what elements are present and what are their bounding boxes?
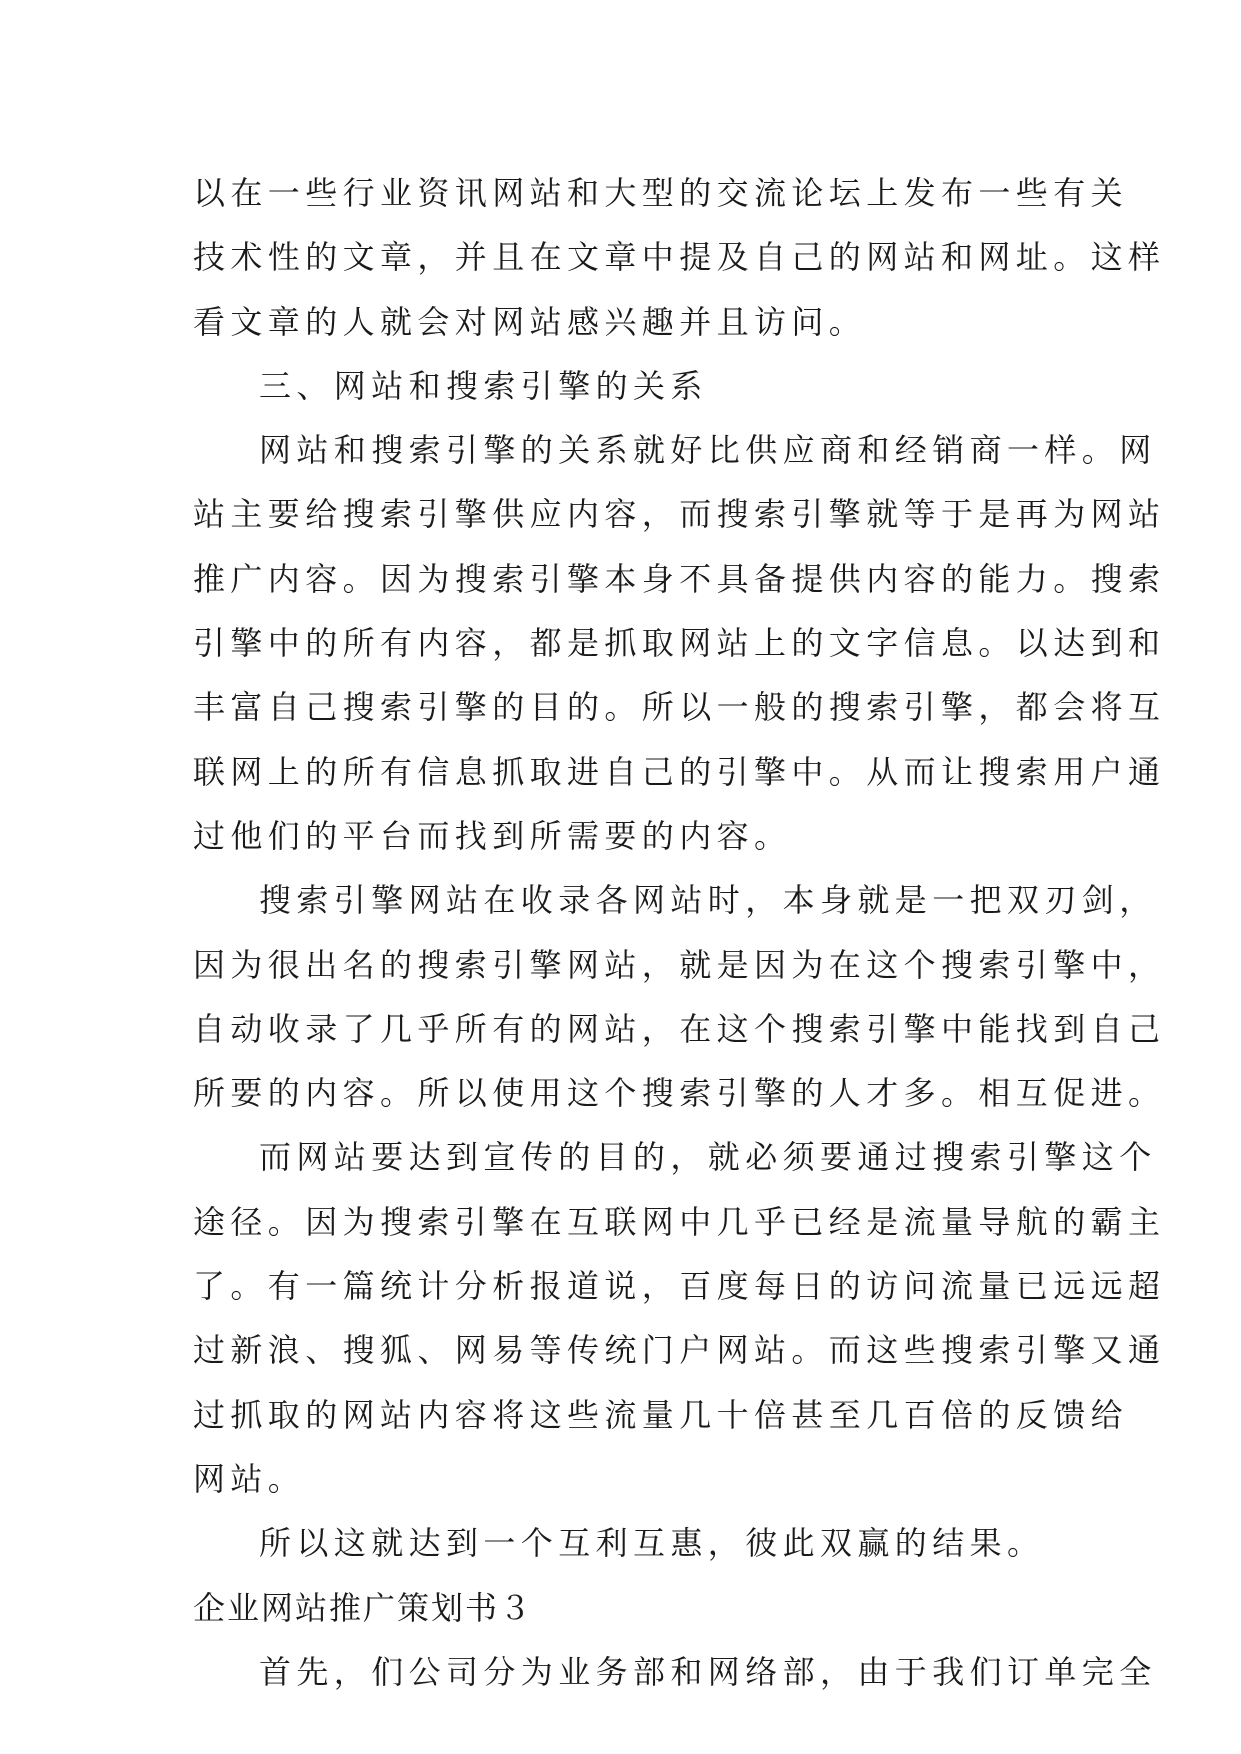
text-line: 搜索引擎网站在收录各网站时，本身就是一把双刃剑， — [259, 881, 1157, 920]
text-line: 自动收录了几乎所有的网站，在这个搜索引擎中能找到自己 — [193, 1009, 1166, 1048]
text-line: 丰富自己搜索引擎的目的。所以一般的搜索引擎，都会将互 — [193, 688, 1166, 727]
text-line: 网站。 — [193, 1459, 306, 1498]
text-line: 站主要给搜索引擎供应内容，而搜索引擎就等于是再为网站 — [193, 495, 1166, 534]
text-line: 途径。因为搜索引擎在互联网中几乎已经是流量导航的霸主 — [193, 1202, 1166, 1241]
text-line: 过抓取的网站内容将这些流量几十倍甚至几百倍的反馈给 — [193, 1395, 1129, 1434]
text-line: 网站和搜索引擎的关系就好比供应商和经销商一样。网 — [259, 431, 1157, 470]
text-line: 了。有一篇统计分析报道说，百度每日的访问流量已远远超 — [193, 1267, 1166, 1306]
text-line: 推广内容。因为搜索引擎本身不具备提供内容的能力。搜索 — [193, 559, 1166, 598]
section-heading: 三、网站和搜索引擎的关系 — [259, 366, 708, 405]
text-line: 看文章的人就会对网站感兴趣并且访问。 — [193, 302, 867, 341]
text-line: 所要的内容。所以使用这个搜索引擎的人才多。相互促进。 — [193, 1074, 1166, 1113]
text-line: 过他们的平台而找到所需要的内容。 — [193, 816, 792, 855]
document-page — [193, 161, 1166, 1704]
text-line: 技术性的文章，并且在文章中提及自己的网站和网址。这样 — [193, 238, 1166, 277]
text-line: 而网站要达到宣传的目的，就必须要通过搜索引擎这个 — [259, 1138, 1157, 1177]
text-line: 首先，们公司分为业务部和网络部，由于我们订单完全 — [259, 1652, 1157, 1691]
text-line: 联网上的所有信息抓取进自己的引擎中。从而让搜索用户通 — [193, 752, 1166, 791]
text-line: 以在一些行业资讯网站和大型的交流论坛上发布一些有关 — [193, 174, 1129, 212]
text-line: 所以这就达到一个互利互惠，彼此双赢的结果。 — [259, 1524, 1045, 1563]
text-line: 过新浪、搜狐、网易等传统门户网站。而这些搜索引擎又通 — [193, 1331, 1166, 1370]
text-line: 引擎中的所有内容，都是抓取网站上的文字信息。以达到和 — [193, 624, 1166, 663]
document-title: 企业网站推广策划书３ — [193, 1588, 534, 1627]
text-line: 因为很出名的搜索引擎网站，就是因为在这个搜索引擎中， — [193, 945, 1166, 984]
